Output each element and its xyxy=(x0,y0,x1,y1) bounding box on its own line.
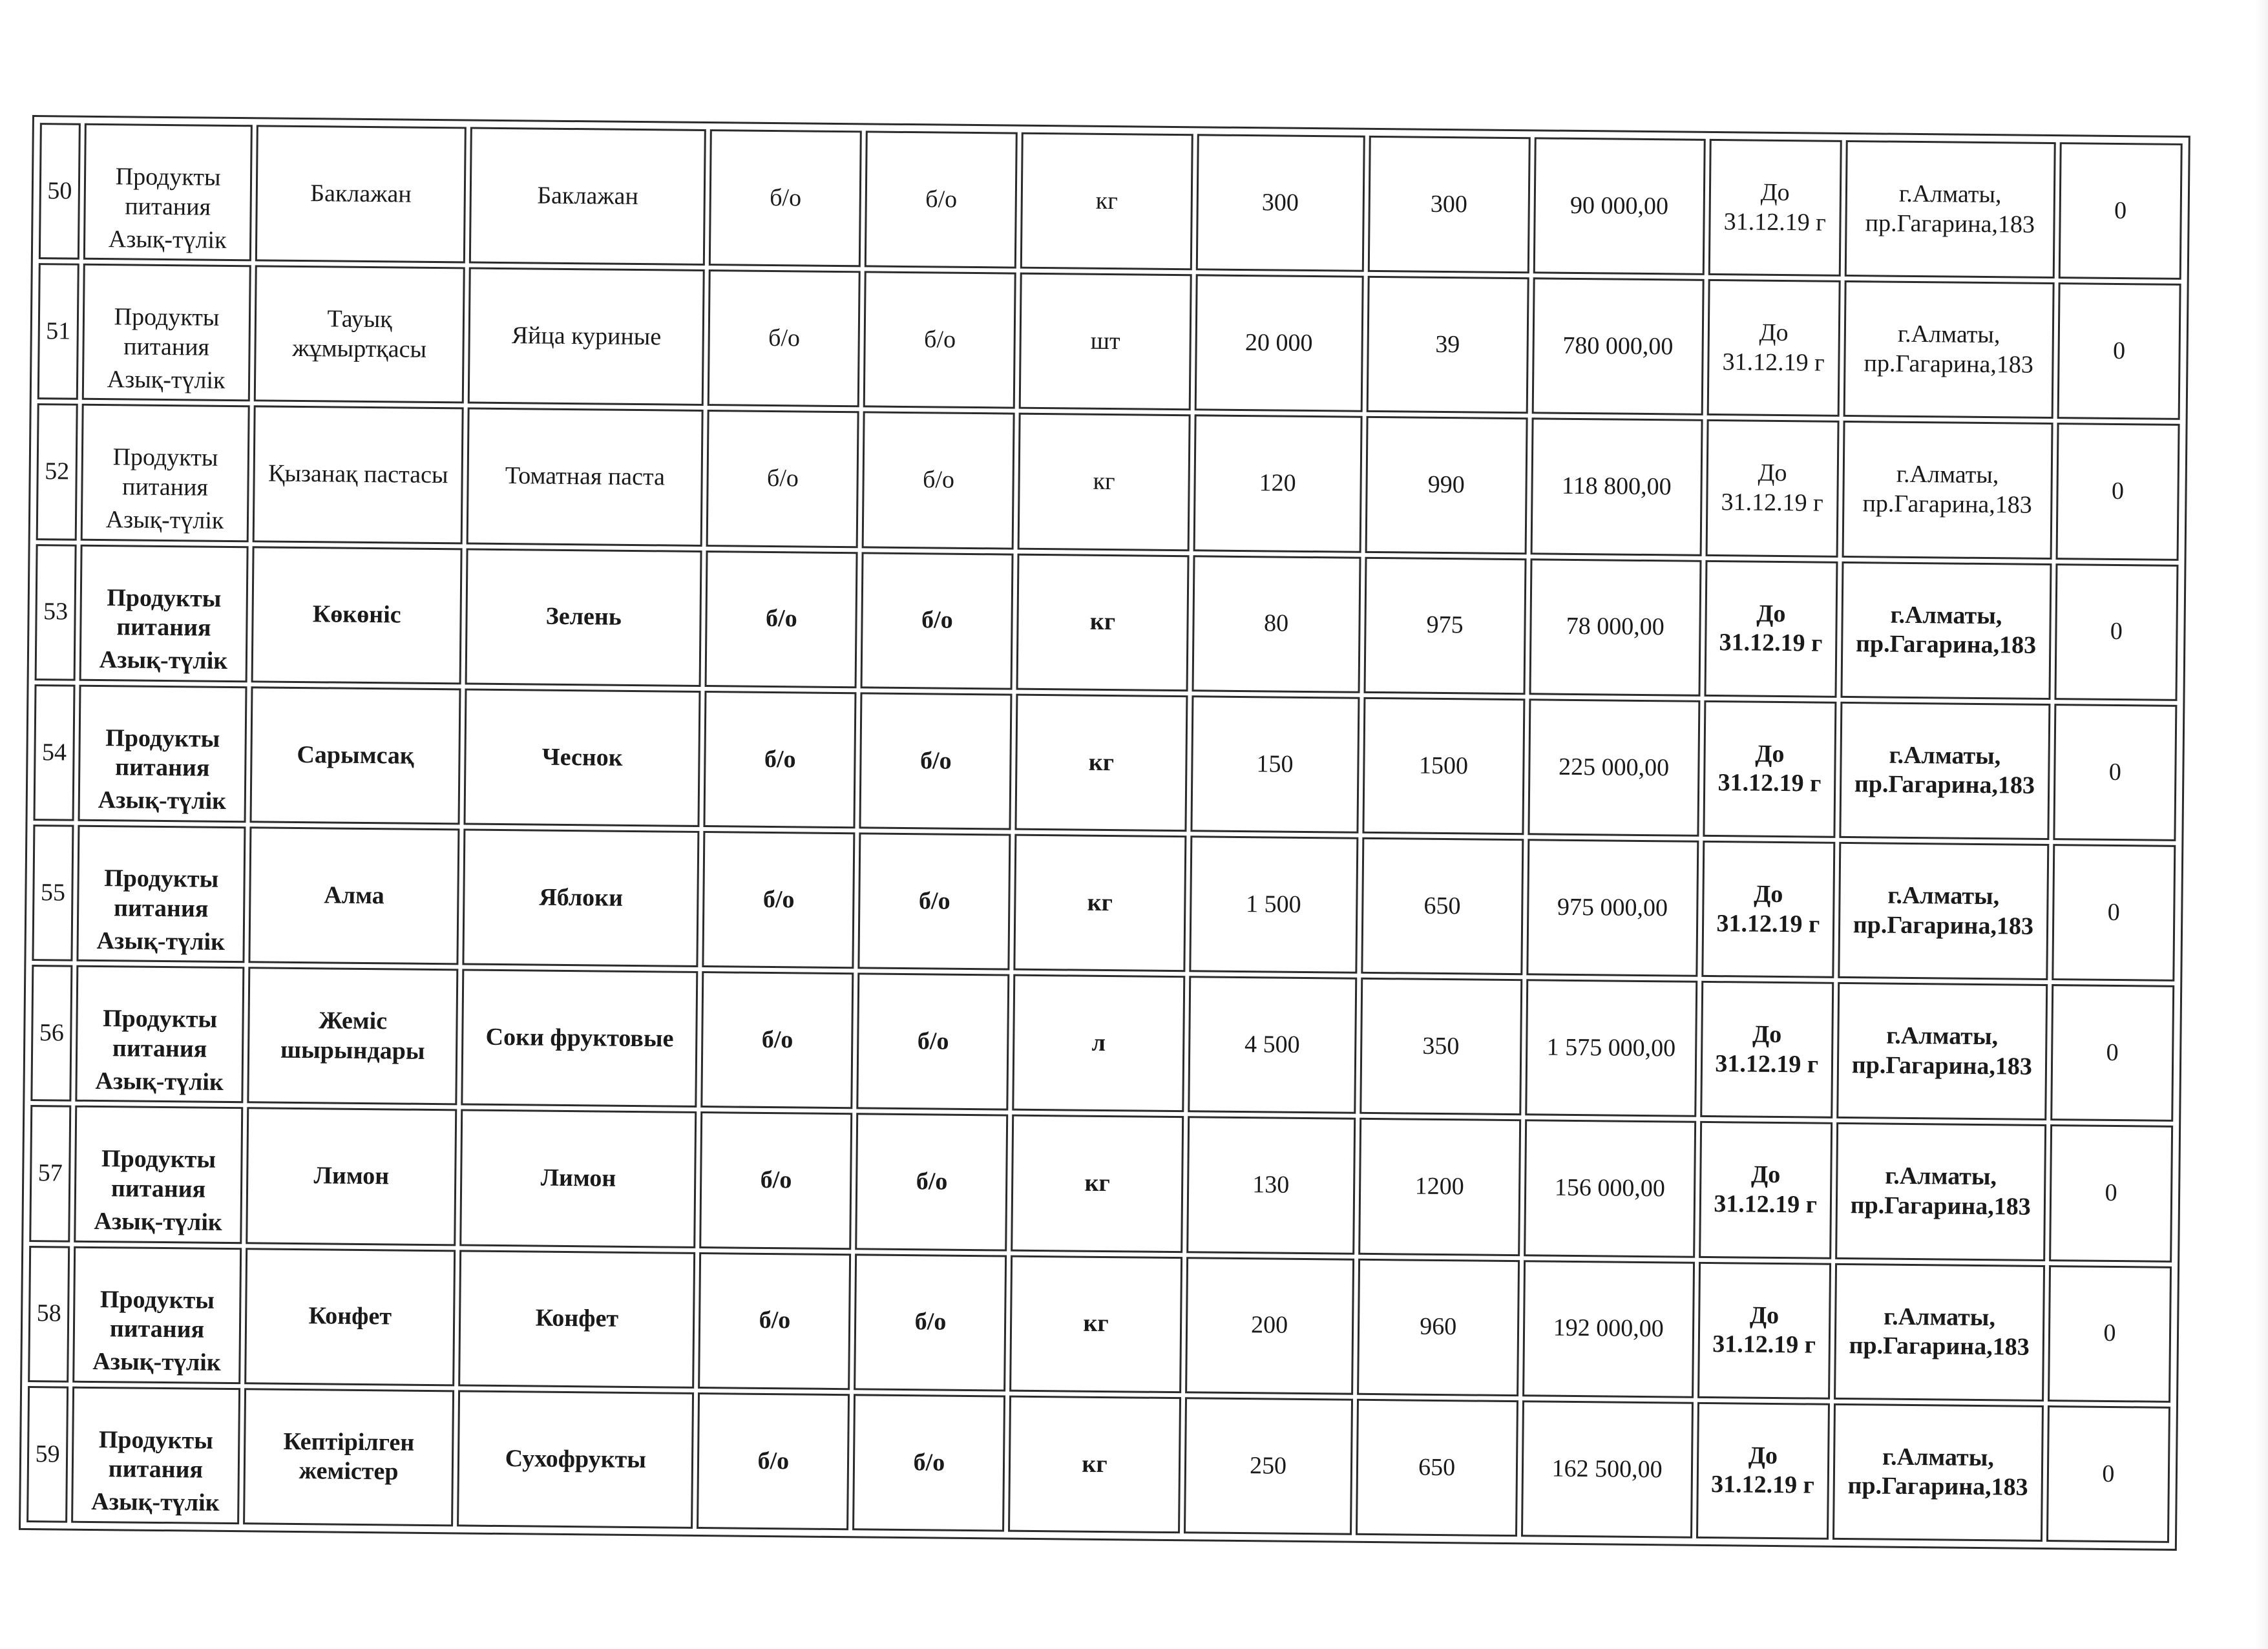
column-5-value: б/о xyxy=(705,551,858,688)
category-cell xyxy=(75,965,244,1104)
category-ru: Продукты питания xyxy=(103,865,219,923)
table-row xyxy=(28,1246,2172,1403)
quantity-cell: 150 xyxy=(1190,695,1360,834)
term-cell: До 31.12.19 г xyxy=(1705,419,1839,557)
category-ru: Продукты питания xyxy=(115,163,221,221)
term-cell: До 31.12.19 г xyxy=(1701,841,1835,978)
column-6-value: б/о xyxy=(857,972,1010,1110)
quantity-cell: 1 500 xyxy=(1189,835,1358,974)
row-number: 52 xyxy=(36,403,78,540)
table-row xyxy=(35,544,2179,701)
category-kz: Азық-түлік xyxy=(95,1067,224,1096)
row-number: 57 xyxy=(29,1105,71,1242)
item-name-ru: Яблоки xyxy=(463,828,700,967)
table-row xyxy=(26,1386,2170,1543)
procurement-table xyxy=(23,119,2187,1547)
sum-cell: 156 000,00 xyxy=(1524,1120,1696,1258)
category-cell xyxy=(72,1246,242,1384)
category-kz: Азық-түлік xyxy=(99,646,228,675)
term-cell: До 31.12.19 г xyxy=(1697,1261,1831,1399)
row-number: 59 xyxy=(26,1386,68,1523)
unit-cell: кг xyxy=(1020,132,1193,271)
column-5-value: б/о xyxy=(704,691,857,828)
address-cell: г.Алматы, пр.Гагарина,183 xyxy=(1842,421,2053,559)
row-number: 50 xyxy=(39,123,81,260)
category-ru: Продукты питания xyxy=(100,1285,215,1343)
unit-cell: кг xyxy=(1018,413,1190,551)
table-row xyxy=(30,965,2174,1122)
column-5-value: б/о xyxy=(708,269,861,407)
table-row xyxy=(29,1105,2173,1262)
last-column-value: 0 xyxy=(2049,1124,2173,1262)
category-cell xyxy=(81,404,250,542)
table-row xyxy=(34,684,2178,841)
column-6-value: б/о xyxy=(865,131,1018,268)
page-edge xyxy=(2255,0,2268,1649)
category-cell xyxy=(76,825,246,963)
row-number: 55 xyxy=(32,824,74,961)
row-number: 53 xyxy=(35,544,77,681)
column-5-value: б/о xyxy=(701,971,854,1109)
table-body xyxy=(26,123,2183,1543)
quantity-cell: 250 xyxy=(1184,1397,1353,1535)
address-cell: г.Алматы, пр.Гагарина,183 xyxy=(1840,561,2052,699)
sum-cell: 1 575 000,00 xyxy=(1525,979,1697,1117)
price-cell: 300 xyxy=(1367,136,1530,274)
category-kz: Азық-түлік xyxy=(96,927,226,956)
address-cell: г.Алматы, пр.Гагарина,183 xyxy=(1834,1263,2045,1401)
unit-cell: шт xyxy=(1019,273,1192,411)
sum-cell: 78 000,00 xyxy=(1529,558,1701,697)
category-ru: Продукты питания xyxy=(107,583,222,642)
category-ru: Продукты питания xyxy=(101,1145,216,1203)
column-5-value: б/о xyxy=(698,1252,851,1389)
address-cell: г.Алматы, пр.Гагарина,183 xyxy=(1832,1403,2044,1542)
item-name-ru: Баклажан xyxy=(469,127,706,266)
term-cell: До 31.12.19 г xyxy=(1696,1402,1830,1540)
category-kz: Азық-түлік xyxy=(91,1488,220,1517)
address-cell: г.Алматы, пр.Гагарина,183 xyxy=(1845,140,2056,278)
unit-cell: кг xyxy=(1010,1255,1182,1393)
sum-cell: 780 000,00 xyxy=(1531,277,1704,415)
category-kz: Азық-түлік xyxy=(107,365,226,394)
item-name-kz: Тауық жұмыртқасы xyxy=(254,266,465,404)
last-column-value: 0 xyxy=(2059,142,2183,280)
address-cell: г.Алматы, пр.Гагарина,183 xyxy=(1835,1122,2046,1261)
item-name-kz: Сарымсақ xyxy=(250,686,461,824)
category-kz: Азық-түлік xyxy=(108,225,227,254)
quantity-cell: 200 xyxy=(1185,1257,1354,1395)
item-name-ru: Лимон xyxy=(459,1109,697,1248)
unit-cell: кг xyxy=(1014,834,1186,972)
item-name-kz: Көкөніс xyxy=(251,546,463,684)
last-column-value: 0 xyxy=(2052,844,2176,982)
sum-cell: 192 000,00 xyxy=(1522,1260,1695,1398)
quantity-cell: 120 xyxy=(1193,415,1362,553)
category-kz: Азық-түлік xyxy=(98,786,227,815)
category-ru: Продукты питания xyxy=(105,724,220,782)
row-number: 54 xyxy=(34,684,76,821)
item-name-ru: Томатная паста xyxy=(467,408,704,547)
column-6-value: б/о xyxy=(862,412,1015,549)
table-row xyxy=(32,824,2176,982)
column-6-value: б/о xyxy=(852,1394,1005,1532)
item-name-kz: Жеміс шырындары xyxy=(247,967,458,1105)
unit-cell: л xyxy=(1013,974,1185,1113)
item-name-ru: Сухофрукты xyxy=(457,1390,694,1529)
category-kz: Азық-түлік xyxy=(92,1348,221,1376)
item-name-ru: Зелень xyxy=(465,548,702,687)
item-name-ru: Конфет xyxy=(458,1250,695,1389)
last-column-value: 0 xyxy=(2048,1265,2172,1403)
term-cell: До 31.12.19 г xyxy=(1700,981,1834,1119)
unit-cell: кг xyxy=(1008,1395,1181,1533)
column-6-value: б/о xyxy=(856,1113,1009,1251)
sum-cell: 975 000,00 xyxy=(1526,839,1699,977)
price-cell: 650 xyxy=(1361,837,1524,976)
category-ru: Продукты питания xyxy=(112,443,218,501)
last-column-value: 0 xyxy=(2054,563,2178,701)
item-name-kz: Қызанақ пастасы xyxy=(253,406,464,544)
column-6-value: б/о xyxy=(854,1254,1007,1391)
price-cell: 650 xyxy=(1356,1398,1518,1537)
price-cell: 1200 xyxy=(1358,1118,1521,1256)
item-name-kz: Лимон xyxy=(246,1108,457,1246)
price-cell: 1500 xyxy=(1362,697,1525,835)
category-cell xyxy=(74,1106,243,1244)
table-row xyxy=(39,123,2183,280)
sum-cell: 90 000,00 xyxy=(1533,137,1705,275)
address-cell: г.Алматы, пр.Гагарина,183 xyxy=(1838,842,2049,980)
column-5-value: б/о xyxy=(706,410,859,547)
term-cell: До 31.12.19 г xyxy=(1703,700,1836,838)
term-cell: До 31.12.19 г xyxy=(1704,560,1838,697)
column-5-value: б/о xyxy=(709,129,862,267)
column-5-value: б/о xyxy=(700,1111,853,1249)
quantity-cell: 300 xyxy=(1195,134,1365,272)
last-column-value: 0 xyxy=(2057,282,2181,420)
price-cell: 960 xyxy=(1357,1258,1520,1396)
category-ru: Продукты питания xyxy=(102,1005,218,1063)
last-column-value: 0 xyxy=(2050,984,2174,1122)
address-cell: г.Алматы, пр.Гагарина,183 xyxy=(1843,280,2054,419)
row-number: 56 xyxy=(30,965,72,1102)
column-6-value: б/о xyxy=(859,692,1013,830)
column-6-value: б/о xyxy=(858,832,1011,970)
item-name-kz: Кептірілген жемістер xyxy=(243,1388,454,1526)
quantity-cell: 130 xyxy=(1186,1117,1356,1255)
row-number: 58 xyxy=(28,1246,70,1383)
category-cell xyxy=(82,264,251,402)
category-ru: Продукты питания xyxy=(114,303,220,361)
category-cell xyxy=(78,684,247,823)
category-ru: Продукты питания xyxy=(98,1425,214,1484)
category-kz: Азық-түлік xyxy=(94,1207,222,1236)
item-name-ru: Яйца куриные xyxy=(468,268,705,406)
row-number: 51 xyxy=(37,263,79,400)
category-kz: Азық-түлік xyxy=(105,506,224,534)
item-name-ru: Чеснок xyxy=(464,688,701,827)
column-5-value: б/о xyxy=(702,831,856,969)
table-row xyxy=(37,263,2181,420)
term-cell: До 31.12.19 г xyxy=(1708,139,1842,277)
term-cell: До 31.12.19 г xyxy=(1699,1121,1832,1259)
price-cell: 350 xyxy=(1360,978,1522,1116)
price-cell: 975 xyxy=(1363,556,1526,695)
sum-cell: 118 800,00 xyxy=(1530,418,1703,556)
price-cell: 990 xyxy=(1365,416,1528,554)
item-name-kz: Алма xyxy=(249,826,460,965)
column-6-value: б/о xyxy=(861,552,1014,689)
unit-cell: кг xyxy=(1016,553,1189,691)
sum-cell: 162 500,00 xyxy=(1521,1400,1694,1539)
item-name-ru: Соки фруктовые xyxy=(461,969,698,1108)
last-column-value: 0 xyxy=(2046,1405,2170,1543)
table-row xyxy=(36,403,2180,560)
category-cell xyxy=(71,1386,240,1524)
category-cell xyxy=(83,123,253,262)
last-column-value: 0 xyxy=(2053,704,2177,841)
last-column-value: 0 xyxy=(2055,423,2179,560)
unit-cell: кг xyxy=(1011,1115,1184,1253)
unit-cell: кг xyxy=(1015,693,1188,832)
sum-cell: 225 000,00 xyxy=(1528,698,1700,837)
procurement-table-frame xyxy=(19,115,2190,1551)
category-cell xyxy=(79,544,249,682)
item-name-kz: Конфет xyxy=(244,1248,456,1386)
item-name-kz: Баклажан xyxy=(255,125,467,263)
address-cell: г.Алматы, пр.Гагарина,183 xyxy=(1836,982,2048,1120)
term-cell: До 31.12.19 г xyxy=(1706,279,1840,417)
price-cell: 39 xyxy=(1366,276,1529,414)
quantity-cell: 80 xyxy=(1192,555,1361,693)
address-cell: г.Алматы, пр.Гагарина,183 xyxy=(1839,702,2050,840)
column-5-value: б/о xyxy=(697,1392,850,1531)
quantity-cell: 4 500 xyxy=(1188,976,1357,1114)
column-6-value: б/о xyxy=(863,271,1016,409)
quantity-cell: 20 000 xyxy=(1194,274,1363,412)
